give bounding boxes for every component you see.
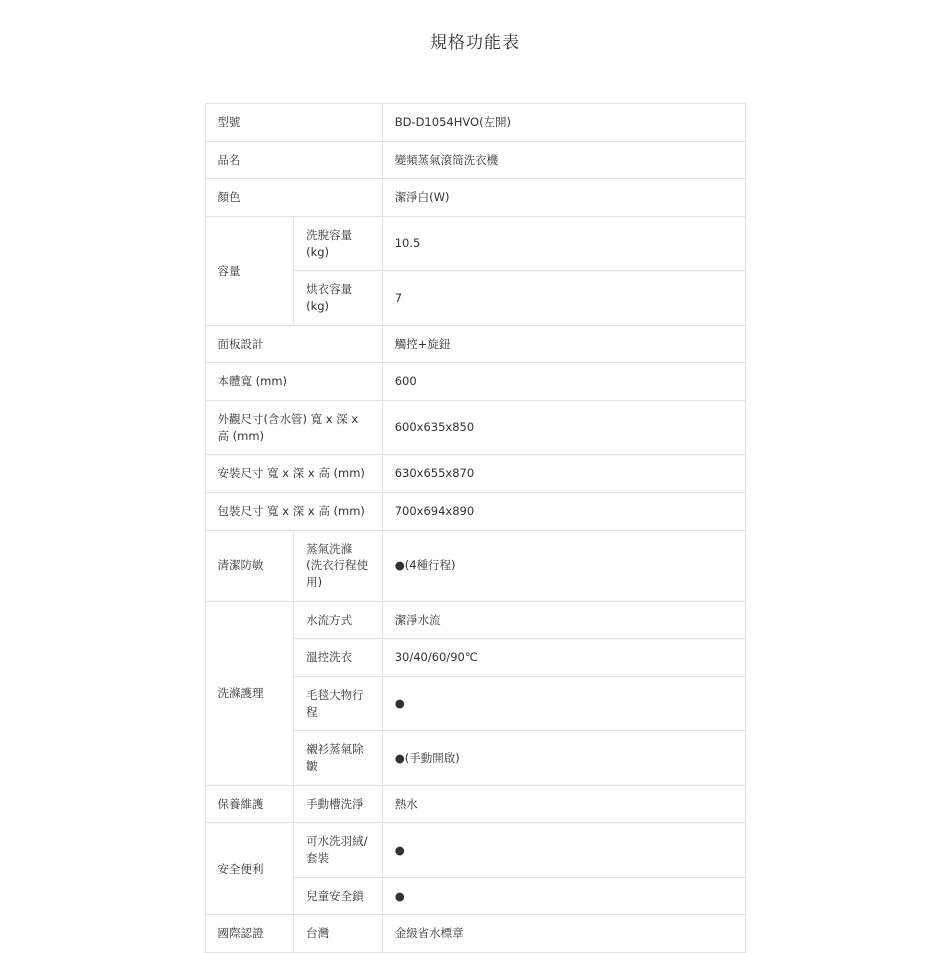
spec-category-cell: 本體寬 (mm): [205, 363, 382, 401]
spec-category-cell: 容量: [205, 217, 294, 326]
spec-category-cell: 外觀尺寸(含水管) 寬 x 深 x 高 (mm): [205, 401, 382, 455]
spec-value-cell: 600: [382, 363, 745, 401]
spec-value-cell: 30/40/60/90℃: [382, 639, 745, 677]
spec-category-cell: 國際認證: [205, 915, 294, 953]
spec-subcategory-cell: 洗脫容量(kg): [294, 217, 383, 271]
page-title: 規格功能表: [430, 33, 520, 53]
spec-value-cell: ●: [382, 677, 745, 731]
spec-subcategory-cell: 兒童安全鎖: [294, 877, 383, 915]
spec-subcategory-cell: 襯衫蒸氣除皺: [294, 731, 383, 785]
table-row: [205, 915, 745, 953]
spec-value-cell: 潔淨白(W): [382, 179, 745, 217]
table-row: [205, 823, 745, 877]
specification-table: [205, 103, 746, 953]
spec-category-cell: 型號: [205, 104, 382, 142]
table-row: [205, 179, 745, 217]
spec-value-cell: 630x655x870: [382, 455, 745, 493]
table-row: [205, 325, 745, 363]
table-row: [205, 530, 745, 601]
spec-value-cell: 潔淨水流: [382, 601, 745, 639]
table-row: [205, 601, 745, 639]
spec-category-cell: 安裝尺寸 寬 x 深 x 高 (mm): [205, 455, 382, 493]
spec-value-cell: 7: [382, 271, 745, 325]
spec-value-cell: 10.5: [382, 217, 745, 271]
table-row: [205, 104, 745, 142]
spec-table-container: [205, 103, 746, 953]
table-row: [205, 493, 745, 531]
spec-value-cell: 觸控+旋鈕: [382, 325, 745, 363]
table-row: [205, 455, 745, 493]
spec-value-cell: ●: [382, 877, 745, 915]
spec-subcategory-cell: 水流方式: [294, 601, 383, 639]
spec-value-cell: 700x694x890: [382, 493, 745, 531]
spec-value-cell: 熱水: [382, 785, 745, 823]
spec-subcategory-cell: 可水洗羽絨/套裝: [294, 823, 383, 877]
spec-value-cell: ●(4種行程): [382, 530, 745, 601]
table-row: [205, 363, 745, 401]
spec-subcategory-cell: 台灣: [294, 915, 383, 953]
table-row: [205, 785, 745, 823]
spec-category-cell: 洗滌護理: [205, 601, 294, 785]
spec-category-cell: 安全便利: [205, 823, 294, 915]
spec-category-cell: 面板設計: [205, 325, 382, 363]
spec-subcategory-cell: 蒸氣洗滌 (洗衣行程使用): [294, 530, 383, 601]
spec-category-cell: 品名: [205, 141, 382, 179]
spec-subcategory-cell: 毛毯大物行程: [294, 677, 383, 731]
spec-category-cell: 包裝尺寸 寬 x 深 x 高 (mm): [205, 493, 382, 531]
spec-value-cell: 金級省水標章: [382, 915, 745, 953]
spec-value-cell: ●: [382, 823, 745, 877]
spec-value-cell: 變頻蒸氣滾筒洗衣機: [382, 141, 745, 179]
table-row: [205, 217, 745, 271]
spec-subcategory-cell: 烘衣容量(kg): [294, 271, 383, 325]
spec-category-cell: 保養維護: [205, 785, 294, 823]
spec-value-cell: ●(手動開啟): [382, 731, 745, 785]
spec-category-cell: 顏色: [205, 179, 382, 217]
spec-value-cell: BD-D1054HVO(左開): [382, 104, 745, 142]
table-row: [205, 401, 745, 455]
spec-subcategory-cell: 溫控洗衣: [294, 639, 383, 677]
table-row: [205, 141, 745, 179]
spec-subcategory-cell: 手動槽洗淨: [294, 785, 383, 823]
spec-value-cell: 600x635x850: [382, 401, 745, 455]
specification-table-body: [205, 104, 745, 953]
spec-category-cell: 清潔防敏: [205, 530, 294, 601]
